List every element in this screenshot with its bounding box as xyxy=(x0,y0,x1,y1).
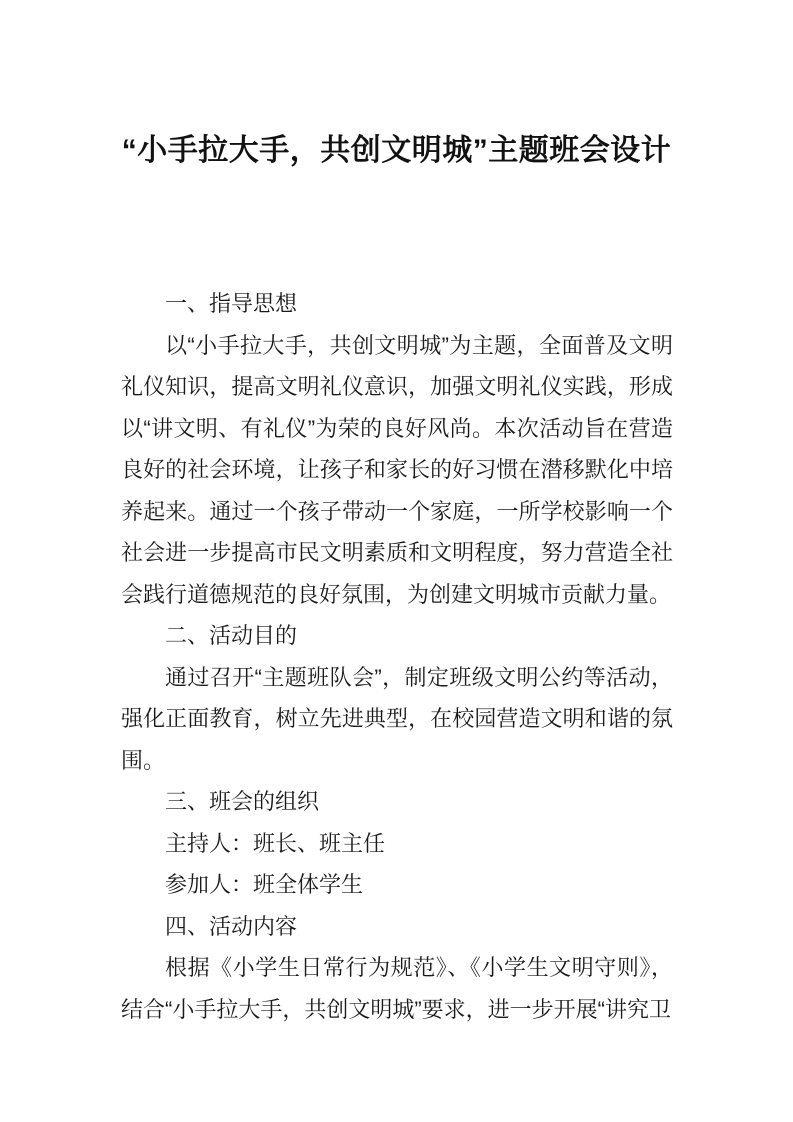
document-body xyxy=(121,283,673,1030)
section-4-body: 根据《小学生日常行为规范》、《小学生文明守则》，结合“小手拉大手，共创文明城”要求，进一步开展“讲究卫 xyxy=(121,955,673,1022)
section-1-heading: 一、指导思想 xyxy=(165,291,298,316)
section-2-heading: 二、活动目的 xyxy=(165,623,298,648)
document-title: “小手拉大手，共创文明城”主题班会设计 xyxy=(121,134,672,167)
section-2-body: 通过召开“主题班队会”，制定班级文明公约等活动，强化正面教育，树立先进典型，在校园营造文明和谐的氛围。 xyxy=(121,664,673,773)
section-4-heading: 四、活动内容 xyxy=(165,913,298,939)
section-3-heading: 三、班会的组织 xyxy=(165,789,320,814)
host-line: 主持人：班长、班主任 xyxy=(165,830,386,856)
participants-line: 参加人：班全体学生 xyxy=(165,872,364,897)
section-1-body: 以“小手拉大手，共创文明城”为主题，全面普及文明礼仪知识，提高文明礼仪意识，加强文明礼仪实践，形成以“讲文明、有礼仪”为荣的良好风尚。本次活动旨在营造良好的社会环境，让孩子和家长的好习惯在潜移默化中培养起来。通过一个孩子带动一个家庭，一所学校影响一个社会进一步提高市民文明素质和文明程度，努力营造全社会践行道德规范的良好氛围，为创建文明城市贡献力量。 xyxy=(121,332,673,607)
